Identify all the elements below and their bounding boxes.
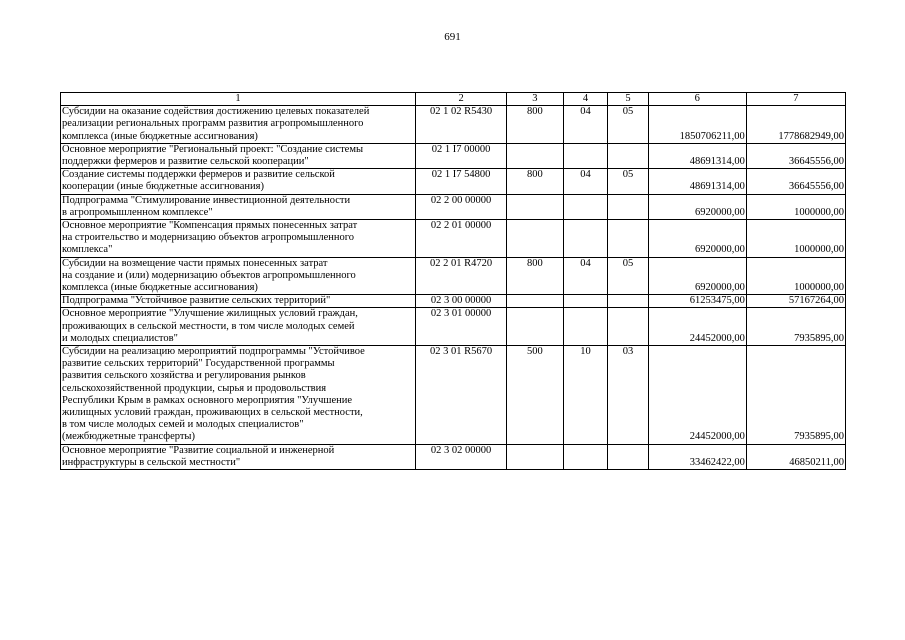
row-amount-1-cell: 61253475,00	[648, 295, 746, 308]
row-amount-1-cell: 6920000,00	[648, 220, 746, 258]
row-amount-2-cell: 1000000,00	[746, 257, 845, 295]
table-row	[61, 194, 846, 219]
row-amount-2-cell: 36645556,00	[746, 169, 845, 194]
table-row	[61, 346, 846, 445]
row-col3-cell: 800	[507, 169, 564, 194]
table-row	[61, 169, 846, 194]
row-name-line: комплекса (иные бюджетные ассигнования)	[62, 282, 258, 294]
row-col4-cell: 04	[563, 257, 608, 295]
row-col5-cell	[608, 220, 648, 258]
row-name-line: Субсидии на оказание содействия достижению целевых показателей	[62, 106, 370, 118]
row-col5-cell: 05	[608, 106, 648, 144]
row-col4-cell: 04	[563, 169, 608, 194]
row-name-line: в агропромышленном комплексе"	[62, 206, 213, 218]
row-code-cell: 02 2 01 R4720	[416, 257, 507, 295]
row-amount-2-cell: 7935895,00	[746, 308, 845, 346]
row-name-line: и молодых специалистов"	[62, 332, 178, 344]
row-name-line: развития сельского хозяйства и регулирования рынков	[62, 370, 306, 382]
row-code-cell: 02 1 I7 54800	[416, 169, 507, 194]
row-col4-cell	[563, 194, 608, 219]
table-row	[61, 308, 846, 346]
row-amount-1-cell: 48691314,00	[648, 169, 746, 194]
row-col4-cell	[563, 444, 608, 469]
row-col4-cell	[563, 308, 608, 346]
header-col-2: 2	[416, 93, 507, 106]
header-col-7: 7	[746, 93, 845, 106]
table-header-row	[61, 93, 846, 106]
row-name-line: Субсидии на реализацию мероприятий подпрограммы "Устойчивое	[62, 346, 365, 358]
row-name-line: инфраструктуры в сельской местности"	[62, 456, 241, 468]
row-name-line: сельскохозяйственной продукции, сырья и продовольствия	[62, 382, 327, 394]
row-col4-cell: 04	[563, 106, 608, 144]
row-col5-cell	[608, 308, 648, 346]
header-col-6: 6	[648, 93, 746, 106]
row-name-line: Подпрограмма "Устойчивое развитие сельских территорий"	[62, 295, 331, 307]
row-code-cell: 02 3 00 00000	[416, 295, 507, 308]
row-amount-1-cell: 33462422,00	[648, 444, 746, 469]
row-name-cell	[61, 194, 416, 219]
row-code-cell: 02 3 01 00000	[416, 308, 507, 346]
row-name-cell	[61, 444, 416, 469]
table-row	[61, 220, 846, 258]
row-col5-cell: 05	[608, 169, 648, 194]
row-amount-2-cell: 1000000,00	[746, 220, 845, 258]
row-amount-1-cell: 1850706211,00	[648, 106, 746, 144]
row-col3-cell: 500	[507, 346, 564, 445]
row-col5-cell: 05	[608, 257, 648, 295]
row-col4-cell	[563, 295, 608, 308]
table-row	[61, 106, 846, 144]
row-code-cell: 02 3 01 R5670	[416, 346, 507, 445]
row-col5-cell	[608, 194, 648, 219]
row-name-line: Субсидии на возмещение части прямых понесенных затрат	[62, 257, 328, 269]
table-row	[61, 143, 846, 168]
row-amount-2-cell: 46850211,00	[746, 444, 845, 469]
row-name-line: Основное мероприятие "Региональный проект: "Создание системы	[62, 143, 364, 155]
row-name-line: проживающих в сельской местности, в том числе молодых семей	[62, 320, 355, 332]
row-amount-2-cell: 36645556,00	[746, 143, 845, 168]
row-amount-1-cell: 24452000,00	[648, 346, 746, 445]
header-col-1: 1	[61, 93, 416, 106]
row-name-line: Подпрограмма "Стимулирование инвестиционной деятельности	[62, 194, 351, 206]
row-code-cell: 02 2 01 00000	[416, 220, 507, 258]
row-amount-1-cell: 48691314,00	[648, 143, 746, 168]
row-code-cell: 02 1 02 R5430	[416, 106, 507, 144]
row-name-cell	[61, 220, 416, 258]
table-row	[61, 444, 846, 469]
row-name-cell	[61, 257, 416, 295]
table-row	[61, 295, 846, 308]
row-col3-cell	[507, 220, 564, 258]
row-name-cell	[61, 106, 416, 144]
row-name-line: жилищных условий граждан, проживающих в сельской местности,	[62, 407, 363, 419]
row-col3-cell	[507, 444, 564, 469]
row-amount-1-cell: 24452000,00	[648, 308, 746, 346]
row-col4-cell	[563, 220, 608, 258]
row-name-line: Республики Крым в рамках основного мероприятия "Улучшение	[62, 394, 353, 406]
row-name-line: поддержки фермеров и развитие сельской кооперации"	[62, 156, 309, 168]
row-col3-cell: 800	[507, 257, 564, 295]
row-col3-cell	[507, 308, 564, 346]
row-code-cell: 02 1 I7 00000	[416, 143, 507, 168]
row-code-cell: 02 3 02 00000	[416, 444, 507, 469]
row-code-cell: 02 2 00 00000	[416, 194, 507, 219]
page-number: 691	[444, 31, 461, 43]
row-name-line: Основное мероприятие "Развитие социальной и инженерной	[62, 444, 335, 456]
row-col5-cell: 03	[608, 346, 648, 445]
row-col3-cell: 800	[507, 106, 564, 144]
row-amount-1-cell: 6920000,00	[648, 194, 746, 219]
row-amount-2-cell: 1000000,00	[746, 194, 845, 219]
row-name-line: Создание системы поддержки фермеров и развитие сельской	[62, 169, 335, 181]
row-name-line: (межбюджетные трансферты)	[62, 431, 195, 443]
row-name-cell	[61, 346, 416, 445]
row-name-cell	[61, 169, 416, 194]
row-name-cell	[61, 143, 416, 168]
row-amount-2-cell: 57167264,00	[746, 295, 845, 308]
row-name-line: реализации региональных программ развития агропромышленного	[62, 118, 364, 130]
row-name-line: развитие сельских территорий" Государственной программы	[62, 358, 335, 370]
row-col5-cell	[608, 295, 648, 308]
header-col-4: 4	[563, 93, 608, 106]
row-col5-cell	[608, 143, 648, 168]
row-name-line: на создание и (или) модернизацию объектов агропромышленного	[62, 269, 356, 281]
row-col4-cell: 10	[563, 346, 608, 445]
row-amount-1-cell: 6920000,00	[648, 257, 746, 295]
row-col3-cell	[507, 295, 564, 308]
row-amount-2-cell: 1778682949,00	[746, 106, 845, 144]
row-name-line: Основное мероприятие "Компенсация прямых понесенных затрат	[62, 220, 358, 232]
header-col-5: 5	[608, 93, 648, 106]
row-amount-2-cell: 7935895,00	[746, 346, 845, 445]
budget-table	[60, 92, 846, 470]
row-name-line: комплекса"	[62, 244, 113, 256]
row-name-line: на строительство и модернизацию объектов агропромышленного	[62, 232, 355, 244]
row-name-line: комплекса (иные бюджетные ассигнования)	[62, 130, 258, 142]
row-col3-cell	[507, 143, 564, 168]
row-name-line: Основное мероприятие "Улучшение жилищных условий граждан,	[62, 308, 358, 320]
header-col-3: 3	[507, 93, 564, 106]
row-name-line: в том числе молодых семей и молодых специалистов"	[62, 419, 304, 431]
row-col5-cell	[608, 444, 648, 469]
row-name-cell	[61, 295, 416, 308]
table-row	[61, 257, 846, 295]
row-name-cell	[61, 308, 416, 346]
row-col4-cell	[563, 143, 608, 168]
row-col3-cell	[507, 194, 564, 219]
row-name-line: кооперации (иные бюджетные ассигнования)	[62, 181, 264, 193]
